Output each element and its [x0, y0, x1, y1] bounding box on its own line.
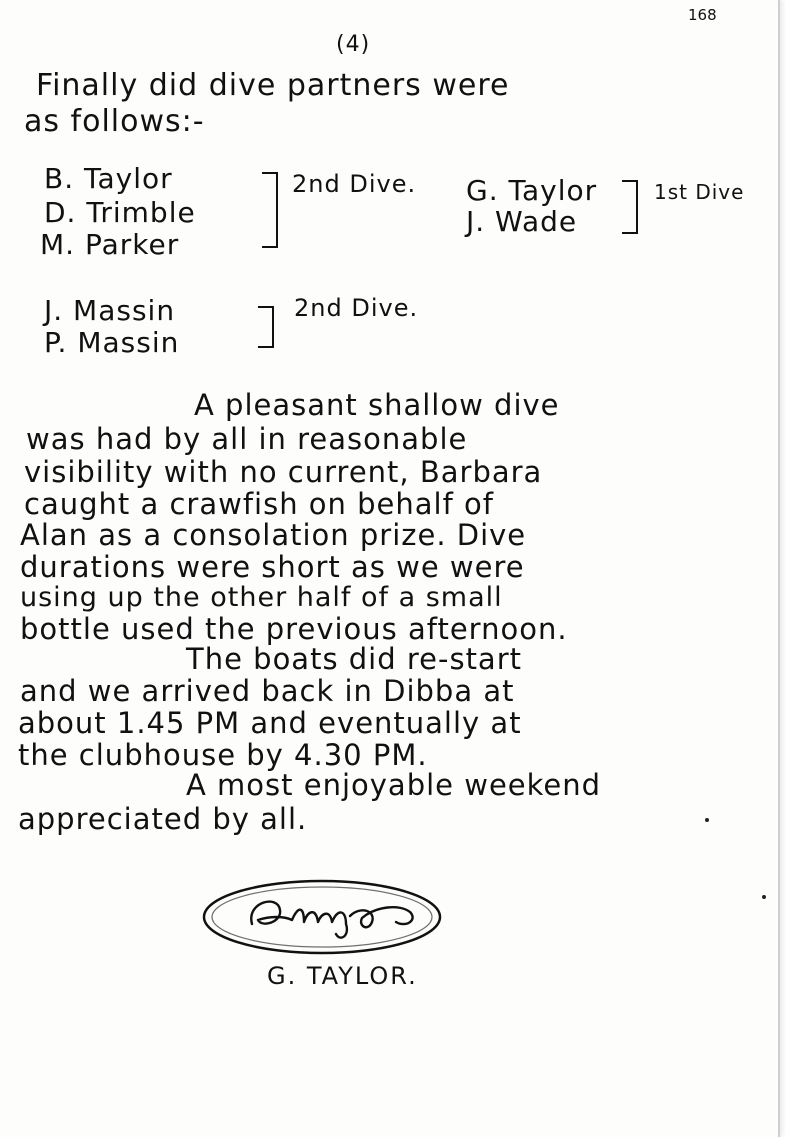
narrative-line: visibility with no current, Barbara	[24, 455, 543, 489]
intro-line-2: as follows:-	[24, 104, 205, 139]
narrative-line: The boats did re-start	[186, 642, 523, 676]
narrative-line: Alan as a consolation prize. Dive	[20, 518, 527, 552]
narrative-line: bottle used the previous afternoon.	[20, 612, 568, 646]
narrative-line: A most enjoyable weekend	[186, 768, 602, 802]
group-bracket	[262, 172, 278, 248]
ink-speck	[705, 818, 709, 822]
dive-label: 2nd Dive.	[294, 294, 419, 322]
narrative-line: was had by all in reasonable	[26, 422, 468, 456]
partner-name: G. Taylor	[466, 174, 598, 207]
narrative-line: about 1.45 PM and eventually at	[18, 706, 522, 740]
partner-name: J. Wade	[466, 205, 578, 238]
narrative-line: using up the other half of a small	[20, 582, 503, 613]
signature-image	[200, 876, 444, 958]
partner-name: M. Parker	[40, 228, 180, 261]
partner-name: J. Massin	[44, 294, 176, 327]
narrative-line: A pleasant shallow dive	[194, 388, 560, 422]
narrative-line: caught a crawfish on behalf of	[24, 487, 494, 521]
intro-line-1: Finally did dive partners were	[36, 68, 510, 103]
narrative-line: durations were short as we were	[20, 550, 525, 584]
page-reference: 168	[688, 6, 717, 24]
ink-speck	[762, 895, 766, 899]
dive-label: 1st Dive	[654, 180, 745, 204]
group-bracket	[622, 180, 638, 234]
partner-name: B. Taylor	[44, 162, 173, 195]
narrative-line: appreciated by all.	[18, 802, 308, 836]
page-number: (4)	[336, 32, 371, 57]
dive-label: 2nd Dive.	[292, 170, 417, 198]
narrative-line: and we arrived back in Dibba at	[20, 674, 515, 708]
partner-name: P. Massin	[44, 326, 180, 359]
partner-name: D. Trimble	[44, 196, 196, 229]
narrative-line: the clubhouse by 4.30 PM.	[18, 738, 428, 772]
printed-name: G. TAYLOR.	[267, 962, 418, 990]
group-bracket	[258, 306, 274, 348]
